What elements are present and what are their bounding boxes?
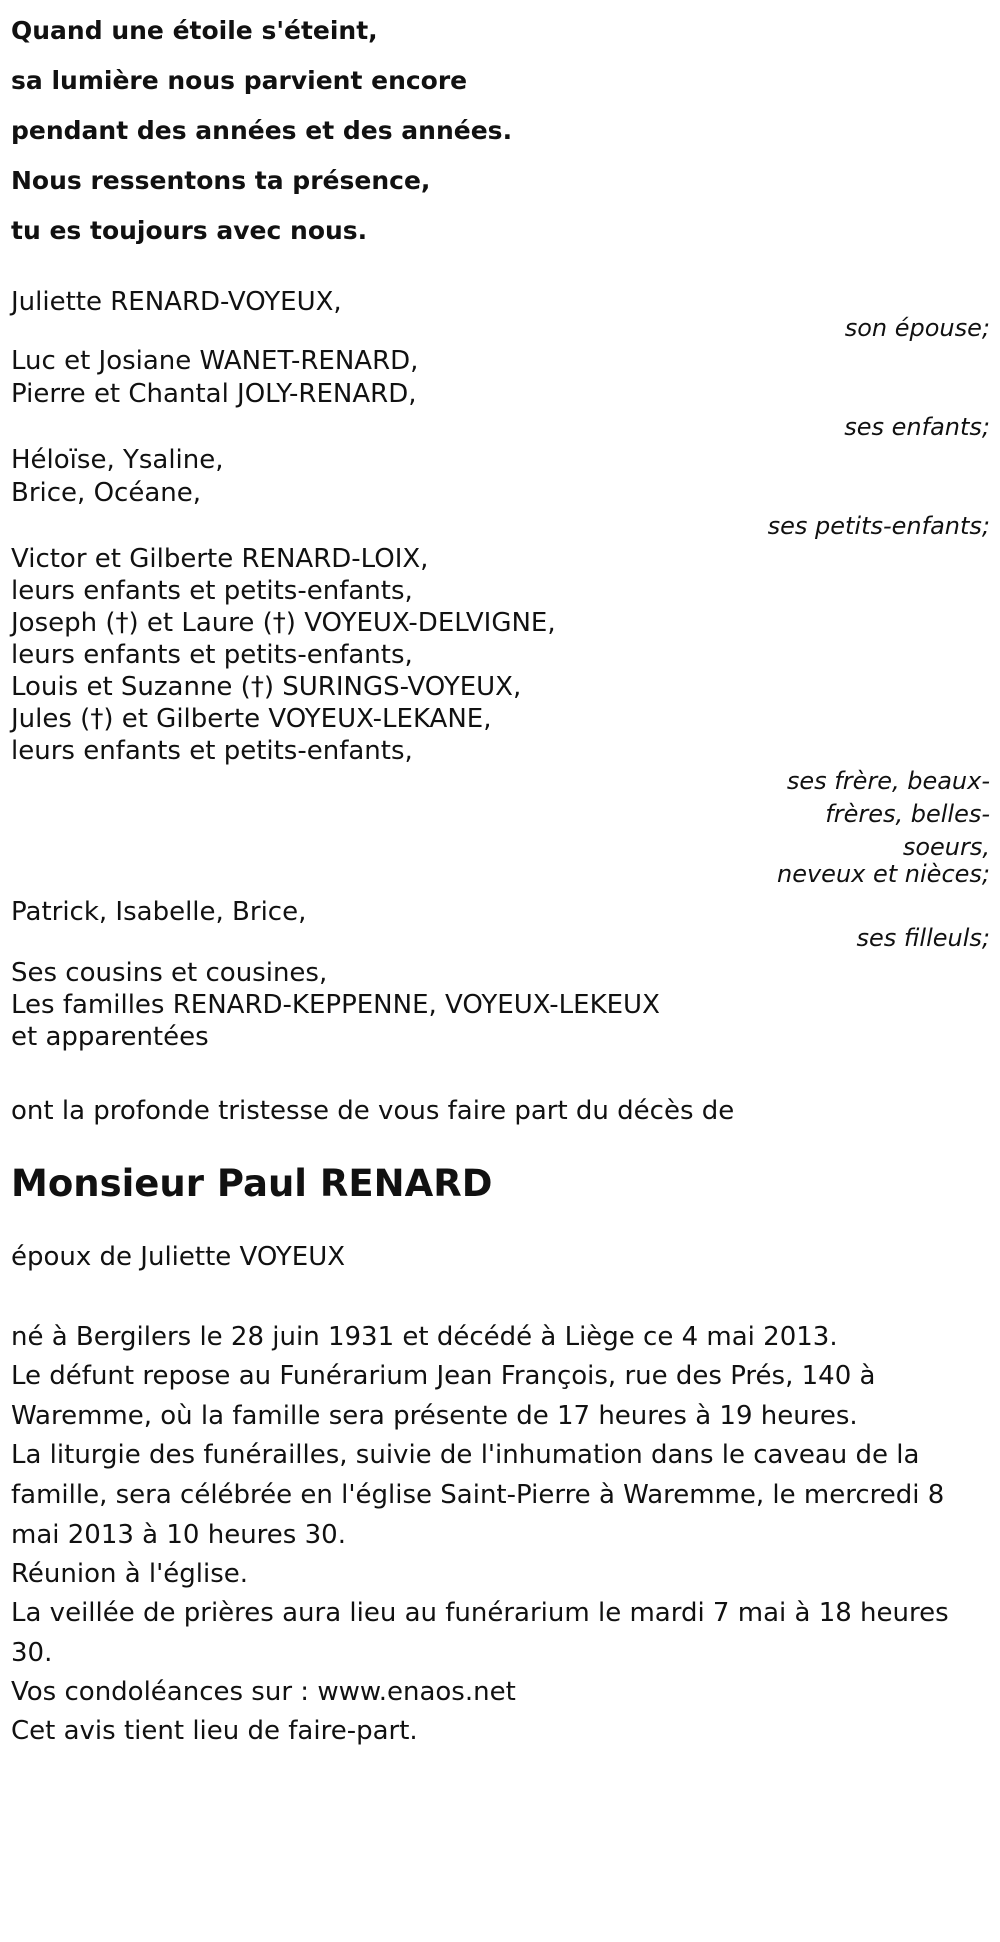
poem-line: tu es toujours avec nous. <box>11 216 368 245</box>
family-group-children <box>11 340 992 447</box>
relationship-label-line: frères, belles- <box>825 800 990 828</box>
detail-paragraph: Réunion à l'église. <box>11 1559 249 1589</box>
poem-line: pendant des années et des années. <box>11 116 513 145</box>
relationship-label <box>750 765 992 888</box>
relationship-label: ses enfants; <box>844 413 990 441</box>
poem-line: Nous ressentons ta présence, <box>11 166 431 195</box>
announcement-text: ont la profonde tristesse de vous faire part du décès de <box>11 1096 735 1126</box>
poem-line: Quand une étoile s'éteint, <box>11 16 378 45</box>
relationship-label: son épouse; <box>844 314 990 342</box>
spouse-line: époux de Juliette VOYEUX <box>11 1242 346 1272</box>
family-name-line: leurs enfants et petits-enfants, <box>11 736 413 766</box>
family-group-spouse <box>11 282 992 348</box>
detail-paragraph: La liturgie des funérailles, suivie de l'inhumation dans le caveau de la famille, sera célébrée en l'église Saint-Pierre à Waremme, le mercredi 8 mai 2013 à 10 heures 30. <box>11 1440 945 1550</box>
family-name-line: et apparentées <box>11 1022 209 1052</box>
family-group-grandchildren <box>11 439 992 546</box>
family-group-siblings <box>11 538 992 888</box>
family-name-line: Joseph (†) et Laure (†) VOYEUX-DELVIGNE, <box>11 608 556 638</box>
poem-line: sa lumière nous parvient encore <box>11 66 468 95</box>
detail-paragraph: né à Bergilers le 28 juin 1931 et décédé à Liège ce 4 mai 2013. <box>11 1322 838 1352</box>
family-name-line: Victor et Gilberte RENARD-LOIX, <box>11 544 429 574</box>
detail-paragraph: Cet avis tient lieu de faire-part. <box>11 1716 418 1746</box>
family-name-line: leurs enfants et petits-enfants, <box>11 640 413 670</box>
detail-paragraph: Vos condoléances sur : www.enaos.net <box>11 1677 516 1707</box>
family-name-line: Brice, Océane, <box>11 478 201 508</box>
relationship-label: ses filleuls; <box>856 924 990 952</box>
relationship-label: ses petits-enfants; <box>767 512 990 540</box>
poem <box>11 0 992 256</box>
family-name-line: Juliette RENARD-VOYEUX, <box>11 287 342 317</box>
family-name-line: Jules (†) et Gilberte VOYEUX-LEKANE, <box>11 704 492 734</box>
family-name-line: Pierre et Chantal JOLY-RENARD, <box>11 379 417 409</box>
relationship-label-line: neveux et nièces; <box>777 860 990 888</box>
family-name-line: Patrick, Isabelle, Brice, <box>11 897 307 927</box>
family-group-godchildren <box>11 892 992 958</box>
family-name-line: Les familles RENARD-KEPPENNE, VOYEUX-LEKEUX <box>11 990 660 1020</box>
details <box>11 1317 992 1751</box>
family-name-line: Louis et Suzanne (†) SURINGS-VOYEUX, <box>11 672 522 702</box>
detail-paragraph: Le défunt repose au Funérarium Jean François, rue des Prés, 140 à Waremme, où la famille sera présente de 17 heures à 19 heures. <box>11 1361 876 1431</box>
family-name-line: Ses cousins et cousines, <box>11 958 328 988</box>
family-group-cousins <box>11 957 992 1053</box>
deceased-name: Monsieur Paul RENARD <box>11 1162 493 1205</box>
family-list <box>11 282 992 1053</box>
family-name-line: leurs enfants et petits-enfants, <box>11 576 413 606</box>
obituary-notice <box>11 0 992 1751</box>
relationship-label-line: soeurs, <box>902 833 990 861</box>
family-name-line: Luc et Josiane WANET-RENARD, <box>11 346 419 376</box>
detail-paragraph: La veillée de prières aura lieu au funérarium le mardi 7 mai à 18 heures 30. <box>11 1598 949 1668</box>
family-name-line: Héloïse, Ysaline, <box>11 445 224 475</box>
relationship-label-line: ses frère, beaux- <box>786 767 990 795</box>
